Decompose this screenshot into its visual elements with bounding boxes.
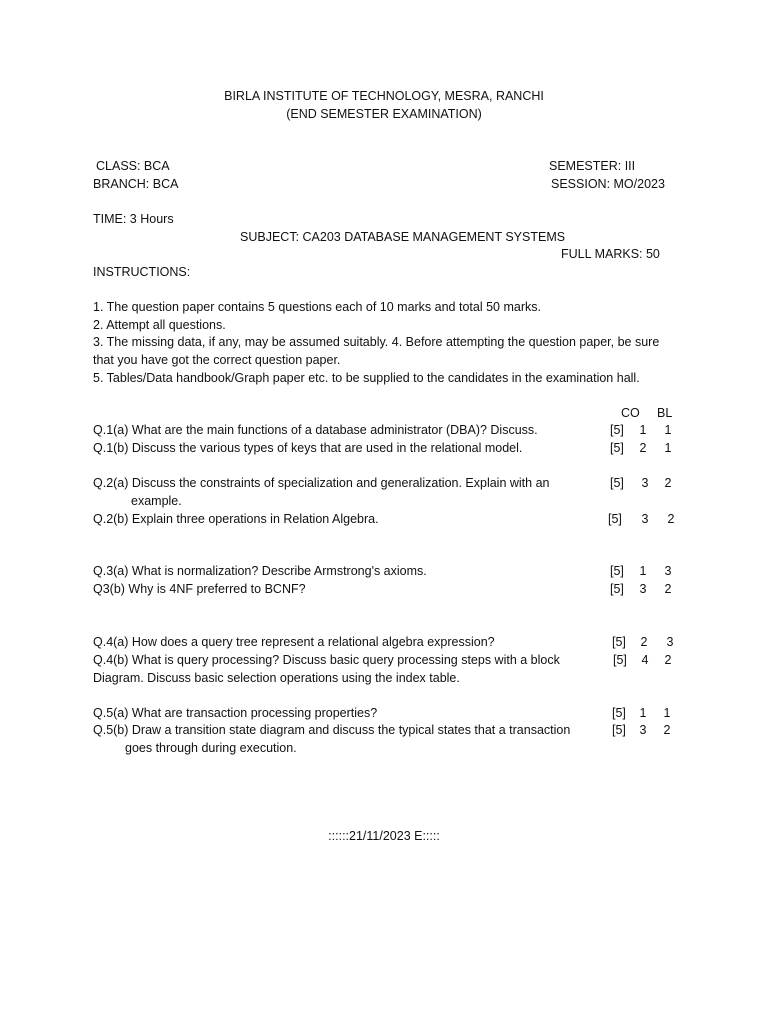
question-co: 1 [639, 564, 647, 578]
footer-date: ::::::21/11/2023 E::::: [328, 829, 440, 843]
question-bl: 2 [664, 582, 672, 596]
question-co: 2 [640, 635, 648, 649]
question-marks: [5] [612, 635, 626, 649]
question-bl: 1 [664, 423, 672, 437]
question-text: Q.2(b) Explain three operations in Relation Algebra. [93, 512, 379, 526]
question-bl: 2 [667, 512, 675, 526]
instructions-heading: INSTRUCTIONS: [93, 265, 191, 279]
question-co: 1 [639, 423, 647, 437]
instruction-item: 1. The question paper contains 5 questions each of 10 marks and total 50 marks. [93, 300, 541, 314]
branch-label: BRANCH: BCA [93, 177, 179, 191]
question-co: 3 [639, 582, 647, 596]
question-marks: [5] [610, 476, 624, 490]
question-text: Q.5(b) Draw a transition state diagram and discuss the typical states that a transaction [93, 723, 571, 737]
question-bl: 3 [664, 564, 672, 578]
question-bl: 2 [664, 653, 672, 667]
question-text: Q.3(a) What is normalization? Describe Armstrong's axioms. [93, 564, 427, 578]
time-label: TIME: 3 Hours [93, 212, 174, 226]
question-text-continuation: goes through during execution. [125, 741, 297, 755]
bl-column-header: BL [657, 406, 673, 420]
question-co: 3 [641, 512, 649, 526]
question-co: 2 [639, 441, 647, 455]
institute-name: BIRLA INSTITUTE OF TECHNOLOGY, MESRA, RANCHI [224, 89, 544, 103]
instruction-item: 5. Tables/Data handbook/Graph paper etc. to be supplied to the candidates in the examination hall. [93, 371, 640, 385]
semester-label: SEMESTER: III [549, 159, 636, 173]
exam-title: (END SEMESTER EXAMINATION) [286, 107, 482, 121]
session-label: SESSION: MO/2023 [551, 177, 665, 191]
co-column-header: CO [621, 406, 640, 420]
question-bl: 1 [663, 706, 671, 720]
question-marks: [5] [610, 441, 624, 455]
question-bl: 2 [664, 476, 672, 490]
question-text: Q.1(b) Discuss the various types of keys that are used in the relational model. [93, 441, 523, 455]
question-text-continuation: example. [131, 494, 182, 508]
question-bl: 2 [663, 723, 671, 737]
instruction-item: 3. The missing data, if any, may be assumed suitably. 4. Before attempting the question paper, be sure that you have got the correct question paper. [93, 335, 660, 367]
subject-label: SUBJECT: CA203 DATABASE MANAGEMENT SYSTEMS [240, 230, 566, 244]
question-bl: 1 [664, 441, 672, 455]
question-marks: [5] [612, 723, 626, 737]
question-bl: 3 [666, 635, 674, 649]
question-text: Q.2(a) Discuss the constraints of specialization and generalization. Explain with an [93, 476, 550, 490]
class-label: CLASS: BCA [96, 159, 170, 173]
question-marks: [5] [610, 564, 624, 578]
question-marks: [5] [608, 512, 622, 526]
question-text: Q.1(a) What are the main functions of a database administrator (DBA)? Discuss. [93, 423, 538, 437]
question-text-continuation: Diagram. Discuss basic selection operations using the index table. [93, 671, 460, 685]
question-marks: [5] [613, 653, 627, 667]
question-co: 3 [639, 723, 647, 737]
instruction-item: 2. Attempt all questions. [93, 318, 226, 332]
question-co: 4 [641, 653, 649, 667]
question-text: Q.4(a) How does a query tree represent a relational algebra expression? [93, 635, 495, 649]
question-marks: [5] [612, 706, 626, 720]
full-marks-label: FULL MARKS: 50 [561, 247, 660, 261]
question-text: Q3(b) Why is 4NF preferred to BCNF? [93, 582, 306, 596]
question-marks: [5] [610, 582, 624, 596]
question-co: 3 [641, 476, 649, 490]
question-co: 1 [639, 706, 647, 720]
question-text: Q.5(a) What are transaction processing properties? [93, 706, 378, 720]
question-marks: [5] [610, 423, 624, 437]
question-text: Q.4(b) What is query processing? Discuss basic query processing steps with a block [93, 653, 560, 667]
